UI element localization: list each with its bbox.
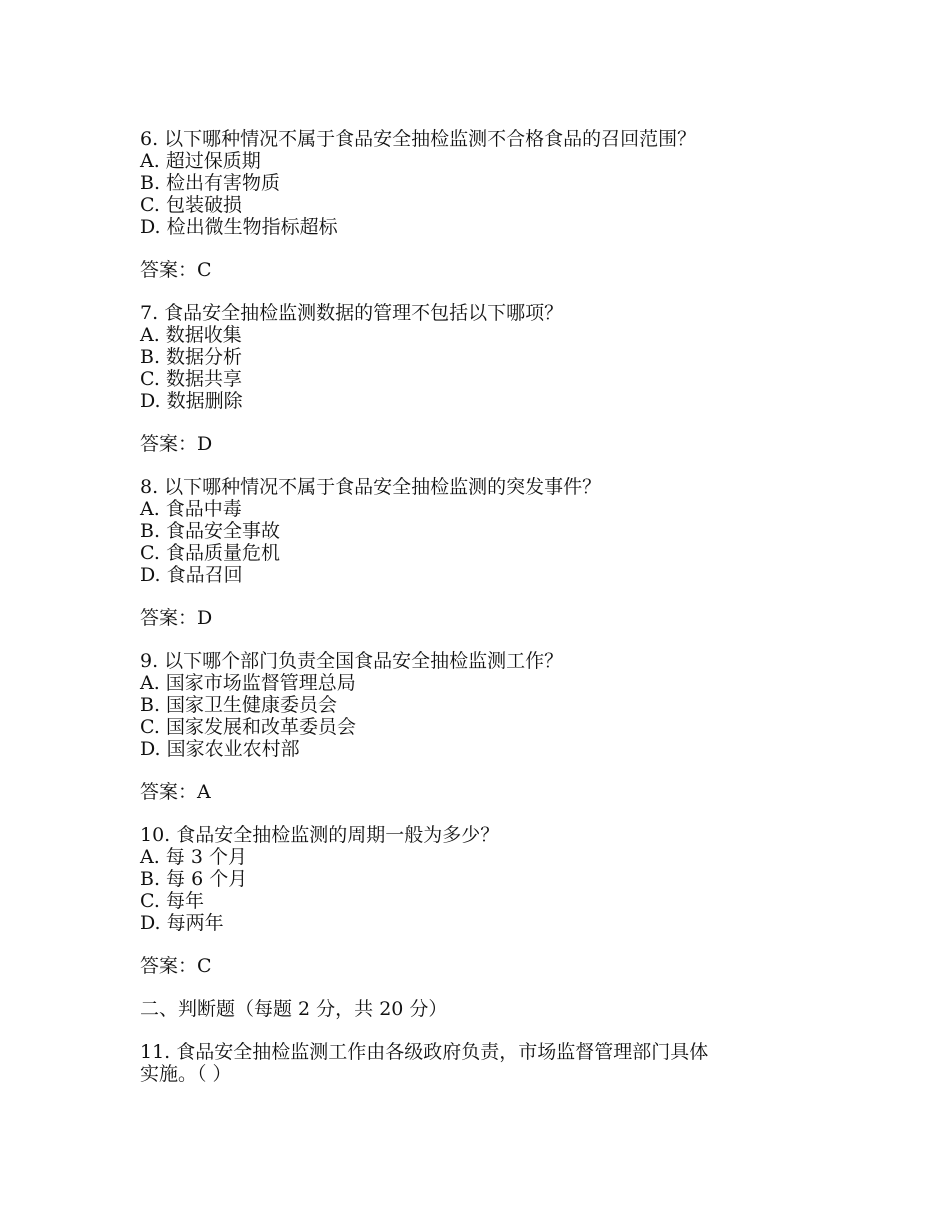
section-title: 二、判断题（每题 2 分，共 20 分）: [140, 998, 448, 1020]
option-c: C. 国家发展和改革委员会: [140, 716, 356, 738]
option-a: A. 超过保质期: [140, 150, 261, 172]
option-d: D. 检出微生物指标超标: [140, 216, 338, 238]
question-8: [140, 476, 820, 650]
option-a: A. 国家市场监督管理总局: [140, 672, 356, 694]
question-7: [140, 302, 820, 476]
answer: 答案：D: [140, 607, 213, 629]
option-b: B. 检出有害物质: [140, 172, 281, 194]
option-d: D. 数据删除: [140, 390, 243, 412]
answer: 答案：C: [140, 259, 212, 281]
option-b: B. 数据分析: [140, 346, 243, 368]
option-b: B. 国家卫生健康委员会: [140, 694, 338, 716]
question-stem: 9. 以下哪个部门负责全国食品安全抽检监测工作？: [140, 650, 564, 672]
option-b: B. 食品安全事故: [140, 520, 281, 542]
question-10: [140, 824, 820, 998]
answer: 答案：A: [140, 781, 211, 803]
question-11: [140, 1041, 820, 1085]
option-c: C. 食品质量危机: [140, 542, 280, 564]
option-c: C. 包装破损: [140, 194, 242, 216]
option-a: A. 食品中毒: [140, 498, 242, 520]
option-a: A. 数据收集: [140, 324, 242, 346]
answer: 答案：D: [140, 433, 213, 455]
question-stem: 7. 食品安全抽检监测数据的管理不包括以下哪项？: [140, 302, 564, 324]
question-6: [140, 128, 820, 302]
question-stem-line-2: 实施。（ ）: [140, 1063, 232, 1085]
option-b: B. 每 6 个月: [140, 868, 248, 890]
option-a: A. 每 3 个月: [140, 846, 247, 868]
question-stem: 8. 以下哪种情况不属于食品安全抽检监测的突发事件？: [140, 476, 602, 498]
question-stem: 6. 以下哪种情况不属于食品安全抽检监测不合格食品的召回范围？: [140, 128, 697, 150]
option-d: D. 每两年: [140, 912, 224, 934]
question-stem: 10. 食品安全抽检监测的周期一般为多少？: [140, 824, 500, 846]
question-stem-line-1: 11. 食品安全抽检监测工作由各级政府负责，市场监督管理部门具体: [140, 1041, 709, 1063]
question-9: [140, 650, 820, 824]
document-page: [140, 128, 820, 1085]
option-d: D. 食品召回: [140, 564, 243, 586]
option-c: C. 每年: [140, 890, 204, 912]
answer: 答案：C: [140, 955, 212, 977]
section-heading: [140, 998, 820, 1041]
option-c: C. 数据共享: [140, 368, 242, 390]
option-d: D. 国家农业农村部: [140, 738, 300, 760]
